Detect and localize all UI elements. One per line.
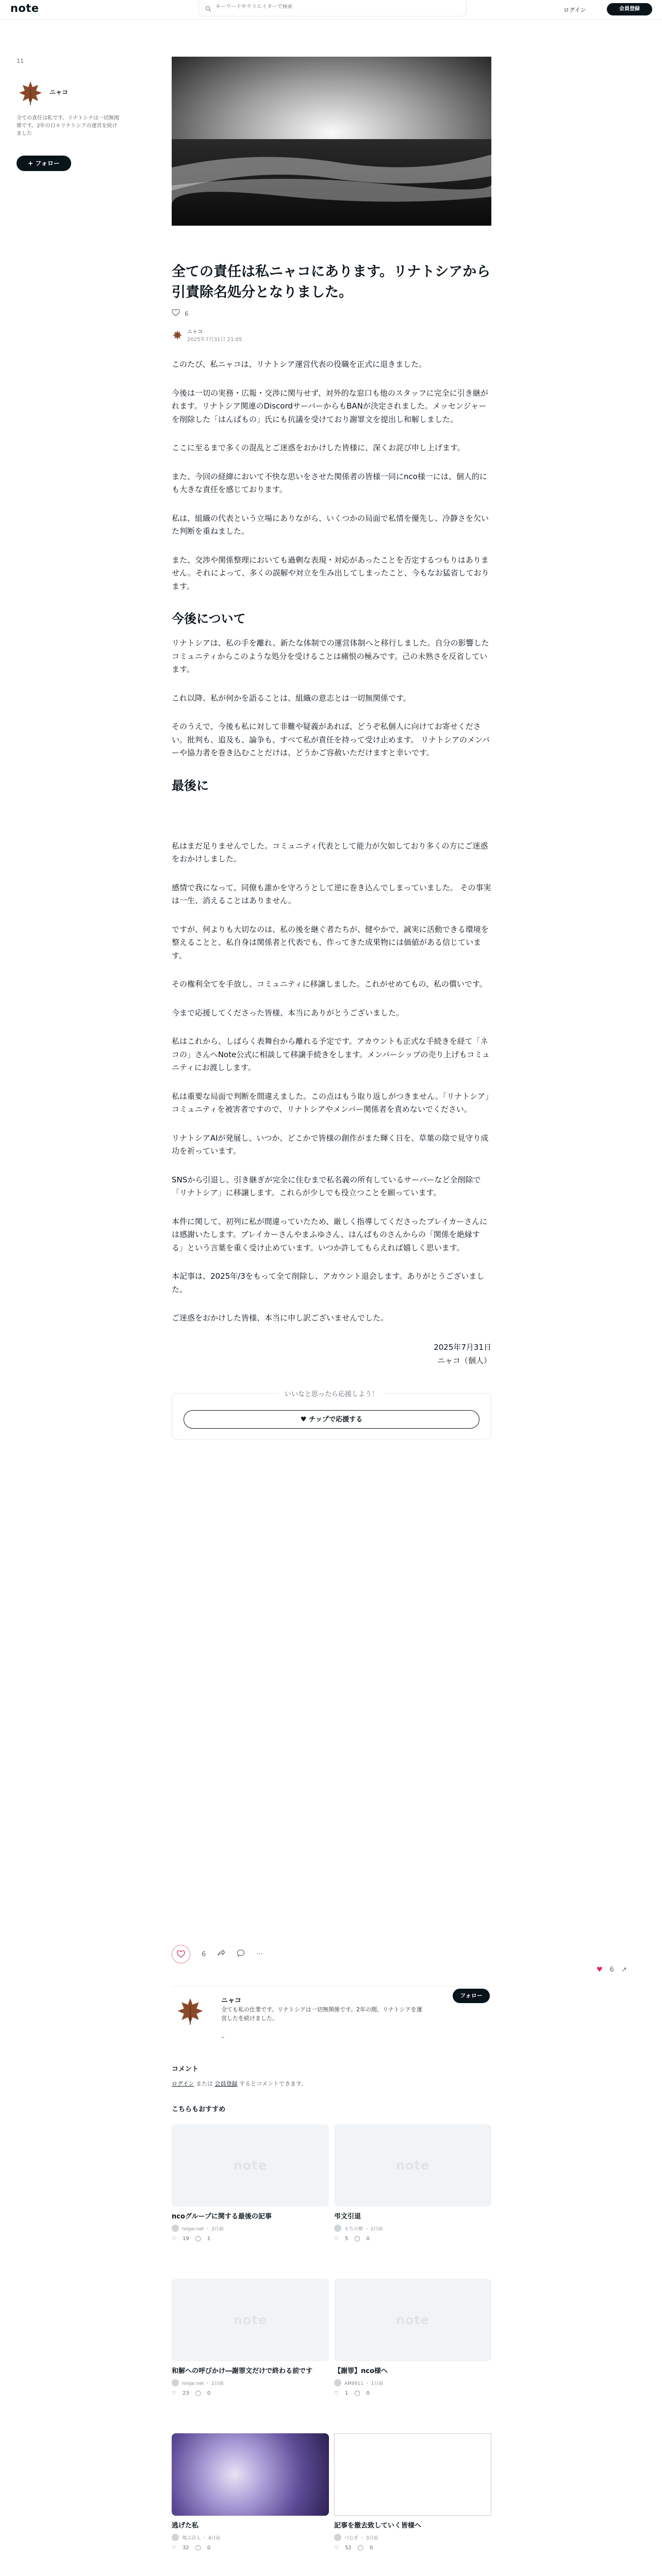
- support-question: いいなと思ったら応援しよう！: [172, 1388, 491, 1398]
- card-meta: ninjar.net ・ 2日前: [172, 2379, 329, 2386]
- creator-sidebar: [16, 58, 130, 167]
- creator-name[interactable]: ニャコ: [49, 89, 69, 96]
- plus-icon: +: [28, 160, 34, 167]
- like-button[interactable]: [172, 1945, 190, 1963]
- card-title[interactable]: 弔文引退: [334, 2213, 361, 2221]
- card-author-avatar[interactable]: [334, 2379, 341, 2386]
- float-share-icon[interactable]: ↗: [621, 1966, 627, 1974]
- note-logo[interactable]: note: [10, 2, 39, 14]
- floating-actions: [597, 1966, 627, 1974]
- paragraph: 本件に関して、初列に私が間違っていたため、厳しく指導してくださったブレイカーさんには感謝いたします。ブレイカーさんやまふゆさん、はんぱものさんからの「関係を絶縁する」という言葉を重く受け止めています。いつか許してもらえれば嬉しく思います。: [172, 1216, 488, 1252]
- signup-button[interactable]: 会員登録: [607, 3, 652, 15]
- paragraph: ですが、何よりも大切なのは、私の後を継ぐ者たちが、健やかで、誠実に活動できる環境を整えることと、私自身は関係者と代表でも、作ってきた成果物には価値がある信じています。: [172, 924, 489, 960]
- top-header: [0, 0, 662, 20]
- search-input[interactable]: [216, 4, 453, 10]
- card-thumbnail[interactable]: note: [334, 2124, 491, 2207]
- paragraph: 今後は一切の実務・広報・交渉に関与せず、対外的な窓口も他のスタッフに完全に引き継がれます。リナトシア関連のDiscordサーバーからもBANが決定されました。メッセンジャーを削除した「はんぱもの」氏にも抗議を受けており謝罪文を提出し和解しました。: [172, 388, 488, 424]
- paragraph: また、交渉や関係整理においても過剰な表現・対応があったことを否定するつもりはありません。それによって、多くの誤解や対立を生み出してしまったこと、今もなお猛省しております。: [172, 555, 489, 591]
- creator-avatar[interactable]: [16, 78, 44, 106]
- signature-name: ニャコ（個人）: [437, 1355, 491, 1365]
- card-title[interactable]: 和解への呼びかけ―謝罪文だけで終わる前です: [172, 2367, 313, 2375]
- sidebar-follow-label: フォロー: [35, 160, 60, 167]
- card-thumbnail[interactable]: note: [172, 2124, 329, 2207]
- paragraph: このたび、私ニャコは、リナトシア運営代表の役職を正式に退きました。: [172, 360, 427, 369]
- tip-label: チップで応援する: [309, 1415, 363, 1423]
- card-thumbnail[interactable]: [334, 2433, 491, 2516]
- card-author-avatar[interactable]: [334, 2534, 341, 2541]
- card-stats: ♡ 5 ◯ 0: [334, 2236, 370, 2242]
- heading-future: 今後について: [172, 612, 246, 626]
- paragraph: ここに至るまで多くの混乱とご迷惑をおかけした皆様に、深くお詫び申し上げます。: [172, 443, 465, 452]
- paragraph: これ以降、私が何かを語ることは、組織の意志とは一切無関係です。: [172, 693, 411, 703]
- paragraph: 今まで応援してくださった皆様、本当にありがとうございました。: [172, 1008, 404, 1018]
- heart-icon[interactable]: ♡: [334, 2545, 339, 2551]
- float-heart-icon[interactable]: ♥: [597, 1966, 603, 1974]
- article-title: 全ての責任は私ニャコにあります。リナトシアから引責除名処分となりました。: [172, 264, 491, 300]
- comment-icon[interactable]: ◯: [357, 2545, 363, 2551]
- paragraph: その権利全てを手放し、コミュニティに移譲しました。これがせめてもの、私の償いです。: [172, 979, 487, 989]
- card-author-avatar[interactable]: [172, 2225, 179, 2232]
- recommend-card[interactable]: [172, 2124, 329, 2242]
- sidebar-count: 11: [16, 58, 24, 64]
- card-stats: ♡ 32 ◯ 0: [172, 2545, 211, 2551]
- recommend-card[interactable]: [334, 2279, 491, 2396]
- card-author-avatar[interactable]: [334, 2225, 341, 2232]
- comment-login-link[interactable]: ログイン: [172, 2080, 194, 2087]
- recommend-card[interactable]: [172, 2279, 329, 2396]
- card-stats: ♡ 1 ◯ 0: [334, 2391, 370, 2396]
- search-bar[interactable]: [198, 0, 467, 16]
- author-card-bio: 全ても私の仕業です。リナトシアは一切無関係です。2年の間、リナトシアを運営したを続けました。: [221, 2006, 422, 2022]
- share-icon[interactable]: [217, 1950, 225, 1959]
- card-meta: ninjar.net ・ 2日前: [172, 2225, 329, 2232]
- comment-login-text: ログイン または 会員登録 するとコメントできます。: [172, 2080, 307, 2087]
- card-thumbnail[interactable]: note: [334, 2279, 491, 2361]
- comment-icon[interactable]: ◯: [195, 2545, 201, 2551]
- comment-section: [172, 2063, 491, 2088]
- comment-icon[interactable]: ◯: [195, 2236, 201, 2242]
- article-actions: [172, 1946, 491, 1962]
- paragraph: 私はまだ足りませんでした。コミュニティ代表として能力が欠如しており多くの方にご迷惑をおかけしました。: [172, 841, 488, 863]
- heading-last: 最後に: [172, 778, 209, 793]
- tip-icon: ♥: [300, 1415, 309, 1423]
- card-title[interactable]: 記事を撤去致していく皆様へ: [334, 2522, 422, 2530]
- author-card-avatar[interactable]: [175, 1995, 206, 2026]
- card-stats: ♡ 52 ◯ 0: [334, 2545, 373, 2551]
- paragraph: 私は重要な局面で判断を間違えました。この点はもう取り返しがつきません。「リナトシア」コミュニティを被害者ですので、リナトシアやメンバー関係者を責めないでください。: [172, 1091, 489, 1114]
- card-meta: つむぎ ・ 3日前: [334, 2534, 491, 2541]
- signature-date: 2025年7月31日: [434, 1342, 491, 1352]
- recommend-card[interactable]: [334, 2433, 491, 2551]
- card-meta: もちの館 ・ 2日前: [334, 2225, 491, 2232]
- paragraph: リナトシアは、私の手を離れ、新たな体制での運営体制へと移行しました。自分の影響したコミュニティからこのような処分を受けることは痛恨の極みです。己の未熟さを反省しています。: [172, 638, 489, 674]
- float-like-count: 6: [609, 1966, 614, 1974]
- recommend-card[interactable]: [172, 2433, 329, 2551]
- card-stats: ♡ 23 ◯ 0: [172, 2391, 211, 2396]
- article-body: [172, 358, 491, 1367]
- paragraph: 感情で我になって、同僚も誰かを守ろうとして逆に巻き込んでしまっていました。 その事実は一生、消えることはありません。: [172, 883, 491, 905]
- rss-icon[interactable]: ⌁: [221, 2034, 225, 2041]
- author-name[interactable]: ニャコ: [187, 329, 203, 335]
- heart-icon[interactable]: ♡: [334, 2391, 339, 2396]
- comment-signup-link[interactable]: 会員登録: [214, 2080, 238, 2087]
- heart-icon[interactable]: ♡: [172, 2236, 176, 2242]
- search-icon: [205, 4, 211, 14]
- tip-button[interactable]: [184, 1410, 479, 1429]
- comment-icon[interactable]: ◯: [354, 2236, 360, 2242]
- publish-date: 2025年7月31日 21:05: [187, 337, 242, 343]
- login-link[interactable]: ログイン: [564, 7, 586, 13]
- recommend-section: [172, 2104, 491, 2551]
- paragraph: SNSから引退し、引き継ぎが完全に住むまで私名義の所有しているサーバーなど全削除で「リナトシア」に移譲します。これらが少しでも役立つことを願っています。: [172, 1175, 481, 1197]
- paragraph: 本記事は、2025年/3をもって全て削除し、アカウント退会します。ありがとうございました。: [172, 1272, 485, 1294]
- comment-icon[interactable]: [237, 1950, 245, 1959]
- comment-icon[interactable]: ◯: [195, 2391, 201, 2396]
- paragraph: また、今回の経緯において不快な思いをさせた関係者の皆様一同にnco様一には、個人的にも大きな責任を感じております。: [172, 471, 487, 494]
- hero-image: [172, 57, 491, 226]
- author-card-follow-button[interactable]: フォロー: [453, 1989, 490, 2003]
- recommend-heading: こちらもおすすめ: [172, 2106, 226, 2113]
- support-box: [172, 1390, 491, 1439]
- heart-icon[interactable]: ♡: [172, 2545, 176, 2551]
- card-meta: 翔ぶ詩人 ・ 4日前: [172, 2534, 329, 2541]
- sidebar-follow-button[interactable]: [16, 156, 71, 171]
- author-row: [172, 327, 491, 343]
- comment-heading: コメント: [172, 2065, 199, 2073]
- heart-icon[interactable]: ♡: [172, 2391, 176, 2396]
- article-main: [172, 57, 491, 1439]
- card-title[interactable]: 【謝罪】nco様へ: [334, 2367, 388, 2375]
- comment-icon[interactable]: ◯: [354, 2391, 360, 2396]
- paragraph: そのうえで、今後も私に対して非難や疑義があれば、どうぞ私個人に向けてお寄せください。批判も、追及も、論争も、すべて私が責任を持って受け止めます。 リナトシアのメンバーや協力者を巻き込むことだけは、どうかご容赦いただけますと幸いです。: [172, 722, 490, 757]
- card-author-avatar[interactable]: [172, 2534, 179, 2541]
- author-card-name[interactable]: ニャコ: [221, 1997, 242, 2005]
- more-icon[interactable]: ···: [256, 1950, 263, 1958]
- paragraph: リナトシアAIが発展し、いつか、どこかで皆様の創作がまた輝く日を、草葉の陰で見守り成功を祈っています。: [172, 1133, 489, 1156]
- heart-icon[interactable]: ♡: [334, 2236, 339, 2242]
- like-count: 6: [185, 310, 189, 317]
- card-title[interactable]: ncoグループに関する最後の記事: [172, 2213, 272, 2221]
- recommend-card[interactable]: [334, 2124, 491, 2242]
- card-meta: AM9911 ・ 1日前: [334, 2379, 491, 2386]
- card-thumbnail[interactable]: [172, 2433, 329, 2516]
- card-author-avatar[interactable]: [172, 2379, 179, 2386]
- paragraph: 私は、組織の代表という立場にありながら、いくつかの局面で私情を優先し、冷静さを欠いた判断を重ねました。: [172, 513, 489, 536]
- action-like-count: 6: [202, 1950, 206, 1958]
- author-avatar[interactable]: [172, 329, 183, 341]
- author-card: [172, 1986, 491, 2053]
- card-thumbnail[interactable]: note: [172, 2279, 329, 2361]
- card-title[interactable]: 逃げた私: [172, 2522, 199, 2530]
- heart-icon: [177, 1951, 185, 1958]
- like-row: [172, 309, 491, 318]
- heart-icon[interactable]: [172, 309, 180, 318]
- card-stats: ♡ 19 ◯ 1: [172, 2236, 211, 2242]
- paragraph: ご迷惑をおかけした皆様、本当に申し訳ございませんでした。: [172, 1313, 389, 1323]
- paragraph: 私はこれから、しばらく表舞台から離れる予定です。アカウントも正式な手続きを経て「ネコの」さんへNote公式に相談して移譲手続きをします。メンバーシップの売り上げもコミュニティにお渡しします。: [172, 1037, 490, 1072]
- creator-bio: 全ての責任は私です。リナトシナは一切無関係です。2年の日々リナトシアの運営を続けました: [16, 115, 119, 137]
